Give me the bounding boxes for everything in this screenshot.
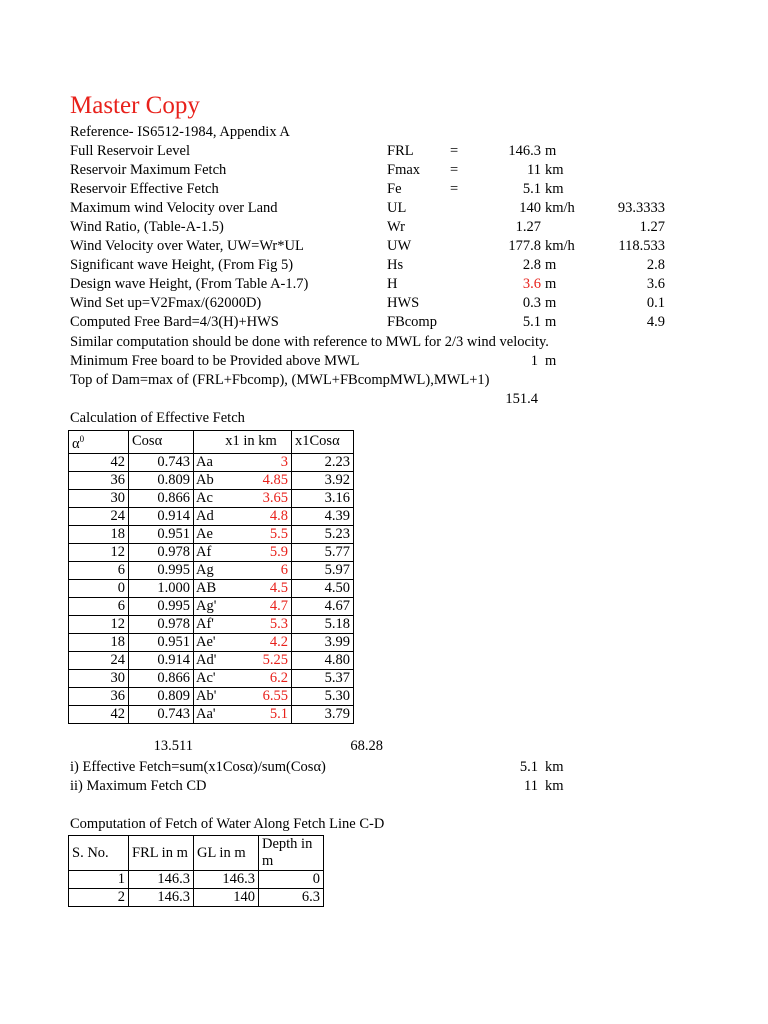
fetch-x1-value: 5.25 bbox=[262, 651, 288, 668]
fetch-x1-cell bbox=[194, 705, 292, 723]
fetch-cos-cell: 0.743 bbox=[129, 705, 194, 723]
fetch-line-name: Ac' bbox=[196, 669, 216, 686]
fetch-x1-cell bbox=[194, 597, 292, 615]
fetch-angle-cell: 24 bbox=[69, 507, 129, 525]
param-value: 1.27 bbox=[515, 219, 541, 235]
fetch-cos-cell: 0.995 bbox=[129, 597, 194, 615]
param-label: Full Reservoir Level bbox=[70, 143, 191, 159]
fetch-x1-value: 5.5 bbox=[269, 525, 288, 542]
param-unit: m bbox=[545, 276, 557, 292]
param-unit: m bbox=[545, 314, 557, 330]
param-symbol: UL bbox=[387, 200, 407, 216]
fetch-line-name: Ad' bbox=[196, 651, 217, 668]
fetch-angle-cell: 6 bbox=[69, 597, 129, 615]
fetch-angle-cell: 30 bbox=[69, 489, 129, 507]
fetch-row bbox=[69, 489, 354, 507]
fetch-x1cos-cell: 4.80 bbox=[292, 651, 354, 669]
fetch-x1-value: 3 bbox=[280, 453, 288, 470]
fetch-angle-cell: 6 bbox=[69, 561, 129, 579]
param-value: 146.3 bbox=[508, 143, 541, 159]
fetch-x1cos-cell: 3.99 bbox=[292, 633, 354, 651]
fetch-cos-cell: 0.978 bbox=[129, 615, 194, 633]
fetch-x1-cell bbox=[194, 453, 292, 471]
fetch-line-name: Ac bbox=[196, 489, 213, 506]
param-label: Design wave Height, (From Table A-1.7) bbox=[70, 276, 309, 292]
fetch-angle-cell: 36 bbox=[69, 471, 129, 489]
fetch-cos-cell: 1.000 bbox=[129, 579, 194, 597]
fetch-x1cos-cell: 5.18 bbox=[292, 615, 354, 633]
fetch-row bbox=[69, 651, 354, 669]
sum-x1cos-value: 68.28 bbox=[350, 738, 383, 754]
fetch-x1cos-cell: 3.92 bbox=[292, 471, 354, 489]
fetch-x1-cell bbox=[194, 489, 292, 507]
fetch-cos-cell: 0.951 bbox=[129, 525, 194, 543]
fetch-angle-cell: 12 bbox=[69, 615, 129, 633]
fetch-x1cos-cell: 5.23 bbox=[292, 525, 354, 543]
fetch-row bbox=[69, 633, 354, 651]
fetch-row bbox=[69, 687, 354, 705]
fetch-row bbox=[69, 579, 354, 597]
fetch-row bbox=[69, 615, 354, 633]
fetch-table-caption: Calculation of Effective Fetch bbox=[70, 410, 245, 426]
fetch-x1-cell bbox=[194, 525, 292, 543]
cos-header: Cosα bbox=[129, 431, 194, 454]
fetch-x1cos-cell: 3.79 bbox=[292, 705, 354, 723]
fetch-line-name: Ag bbox=[196, 561, 214, 578]
fetch-angle-cell: 18 bbox=[69, 525, 129, 543]
param-extra-value: 93.3333 bbox=[617, 200, 665, 216]
max-fetch-cd-label: ii) Maximum Fetch CD bbox=[70, 778, 207, 794]
fetch-x1cos-cell: 5.97 bbox=[292, 561, 354, 579]
param-unit: km/h bbox=[545, 238, 575, 254]
param-unit: m bbox=[545, 143, 557, 159]
depth-cell: 0 bbox=[259, 871, 324, 889]
fetch-cos-cell: 0.743 bbox=[129, 453, 194, 471]
effective-fetch-value: 5.1 bbox=[519, 759, 538, 775]
fetch-x1cos-cell: 2.23 bbox=[292, 453, 354, 471]
top-of-dam-value: 151.4 bbox=[505, 391, 538, 407]
fetch-line-name: Ae bbox=[196, 525, 213, 542]
effective-fetch-table bbox=[68, 430, 354, 724]
fetch-angle-cell: 42 bbox=[69, 453, 129, 471]
fetch-line-name: Af' bbox=[196, 615, 214, 632]
fetch-x1-value: 4.5 bbox=[269, 579, 288, 596]
fetch-line-name: AB bbox=[196, 579, 217, 596]
fetch-x1-value: 4.85 bbox=[262, 471, 288, 488]
sum-cos-value: 13.511 bbox=[153, 738, 193, 754]
fetch-row bbox=[69, 453, 354, 471]
reference-text: Reference- IS6512-1984, Appendix A bbox=[70, 124, 290, 140]
depth-header-cell: FRL in m bbox=[129, 836, 194, 871]
param-symbol: Wr bbox=[387, 219, 405, 235]
fetch-angle-cell: 0 bbox=[69, 579, 129, 597]
effective-fetch-label: i) Effective Fetch=sum(x1Cosα)/sum(Cosα) bbox=[70, 759, 326, 775]
depth-cell: 146.3 bbox=[129, 889, 194, 907]
param-value: 11 bbox=[527, 162, 541, 178]
fetch-x1-value: 6.55 bbox=[262, 687, 288, 704]
fetch-row bbox=[69, 705, 354, 723]
param-extra-value: 4.9 bbox=[646, 314, 665, 330]
param-symbol: UW bbox=[387, 238, 412, 254]
fetch-angle-cell: 12 bbox=[69, 543, 129, 561]
param-symbol: HWS bbox=[387, 295, 420, 311]
fetch-x1-cell bbox=[194, 471, 292, 489]
fetch-cos-cell: 0.914 bbox=[129, 507, 194, 525]
param-label: Maximum wind Velocity over Land bbox=[70, 200, 278, 216]
alpha-header bbox=[69, 431, 129, 454]
fetch-x1-value: 3.65 bbox=[262, 489, 288, 506]
fetch-x1-cell bbox=[194, 651, 292, 669]
param-value: 3.6 bbox=[522, 276, 541, 292]
fetch-x1cos-cell: 4.50 bbox=[292, 579, 354, 597]
fetch-cos-cell: 0.978 bbox=[129, 543, 194, 561]
fetch-cos-cell: 0.866 bbox=[129, 669, 194, 687]
similar-note: Similar computation should be done with reference to MWL for 2/3 wind velocity. bbox=[70, 334, 549, 350]
fetch-line-name: Ab' bbox=[196, 687, 217, 704]
depth-row bbox=[69, 889, 324, 907]
min-freeboard-unit: m bbox=[545, 353, 557, 369]
fetch-row bbox=[69, 525, 354, 543]
param-extra-value: 0.1 bbox=[646, 295, 665, 311]
param-label: Wind Velocity over Water, UW=Wr*UL bbox=[70, 238, 304, 254]
param-label: Reservoir Effective Fetch bbox=[70, 181, 219, 197]
depth-header-cell: S. No. bbox=[69, 836, 129, 871]
fetch-angle-cell: 36 bbox=[69, 687, 129, 705]
top-of-dam-label: Top of Dam=max of (FRL+Fbcomp), (MWL+FBcompMWL),MWL+1) bbox=[70, 372, 490, 388]
fetch-row bbox=[69, 669, 354, 687]
fetch-x1-value: 5.9 bbox=[269, 543, 288, 560]
fetch-cos-cell: 0.809 bbox=[129, 471, 194, 489]
fetch-x1-cell bbox=[194, 579, 292, 597]
depth-header-row bbox=[69, 836, 324, 871]
min-freeboard-label: Minimum Free board to be Provided above MWL bbox=[70, 353, 360, 369]
depth-cell: 140 bbox=[194, 889, 259, 907]
fetch-line-name: Aa' bbox=[196, 705, 216, 722]
fetch-row bbox=[69, 543, 354, 561]
fetch-line-name: Af bbox=[196, 543, 212, 560]
fetch-line-name: Ab bbox=[196, 471, 214, 488]
param-label: Computed Free Bard=4/3(H)+HWS bbox=[70, 314, 279, 330]
param-equals: = bbox=[450, 162, 459, 178]
fetch-x1cos-cell: 4.39 bbox=[292, 507, 354, 525]
param-value: 0.3 bbox=[522, 295, 541, 311]
fetch-cos-cell: 0.809 bbox=[129, 687, 194, 705]
param-extra-value: 118.533 bbox=[618, 238, 665, 254]
param-symbol: FRL bbox=[387, 143, 414, 159]
fetch-x1-value: 6.2 bbox=[269, 669, 288, 686]
param-extra-value: 3.6 bbox=[646, 276, 665, 292]
fetch-angle-cell: 18 bbox=[69, 633, 129, 651]
param-label: Wind Set up=V2Fmax/(62000D) bbox=[70, 295, 262, 311]
fetch-x1-cell bbox=[194, 543, 292, 561]
fetch-depth-table bbox=[68, 835, 324, 907]
param-symbol: H bbox=[387, 276, 398, 292]
fetch-cos-cell: 0.951 bbox=[129, 633, 194, 651]
depth-header-cell: Depth in m bbox=[259, 836, 324, 871]
max-fetch-cd-value: 11 bbox=[524, 778, 538, 794]
param-label: Significant wave Height, (From Fig 5) bbox=[70, 257, 294, 273]
fetch-x1-value: 4.7 bbox=[269, 597, 288, 614]
param-value: 2.8 bbox=[522, 257, 541, 273]
depth-table-caption: Computation of Fetch of Water Along Fetch Line C-D bbox=[70, 816, 385, 832]
param-extra-value: 2.8 bbox=[646, 257, 665, 273]
param-value: 177.8 bbox=[508, 238, 541, 254]
param-value: 5.1 bbox=[522, 314, 541, 330]
fetch-x1-cell bbox=[194, 561, 292, 579]
param-unit: km bbox=[545, 181, 564, 197]
fetch-cos-cell: 0.995 bbox=[129, 561, 194, 579]
fetch-x1-value: 4.2 bbox=[269, 633, 288, 650]
fetch-cos-cell: 0.866 bbox=[129, 489, 194, 507]
param-extra-value: 1.27 bbox=[639, 219, 665, 235]
param-symbol: FBcomp bbox=[387, 314, 437, 330]
depth-row bbox=[69, 871, 324, 889]
param-unit: m bbox=[545, 257, 557, 273]
fetch-x1-cell bbox=[194, 669, 292, 687]
max-fetch-cd-unit: km bbox=[545, 778, 564, 794]
effective-fetch-unit: km bbox=[545, 759, 564, 775]
depth-cell: 1 bbox=[69, 871, 129, 889]
fetch-angle-cell: 24 bbox=[69, 651, 129, 669]
fetch-line-name: Ae' bbox=[196, 633, 216, 650]
param-equals: = bbox=[450, 143, 459, 159]
fetch-row bbox=[69, 507, 354, 525]
min-freeboard-value: 1 bbox=[530, 353, 538, 369]
fetch-x1cos-cell: 5.77 bbox=[292, 543, 354, 561]
fetch-x1cos-cell: 5.30 bbox=[292, 687, 354, 705]
param-unit: km bbox=[545, 162, 564, 178]
depth-cell: 146.3 bbox=[194, 871, 259, 889]
fetch-row bbox=[69, 471, 354, 489]
page-title: Master Copy bbox=[70, 92, 200, 119]
param-label: Wind Ratio, (Table-A-1.5) bbox=[70, 219, 224, 235]
fetch-angle-cell: 42 bbox=[69, 705, 129, 723]
param-symbol: Fmax bbox=[387, 162, 421, 178]
depth-header-cell: GL in m bbox=[194, 836, 259, 871]
param-symbol: Fe bbox=[387, 181, 402, 197]
param-value: 5.1 bbox=[522, 181, 541, 197]
fetch-header-row bbox=[69, 431, 354, 454]
param-unit: km/h bbox=[545, 200, 575, 216]
param-equals: = bbox=[450, 181, 459, 197]
fetch-x1-cell bbox=[194, 507, 292, 525]
fetch-x1cos-cell: 3.16 bbox=[292, 489, 354, 507]
fetch-line-name: Ad bbox=[196, 507, 214, 524]
fetch-x1-cell bbox=[194, 615, 292, 633]
depth-cell: 146.3 bbox=[129, 871, 194, 889]
x1-header: x1 in km bbox=[194, 431, 292, 454]
fetch-x1-value: 5.3 bbox=[269, 615, 288, 632]
fetch-x1-cell bbox=[194, 687, 292, 705]
param-symbol: Hs bbox=[387, 257, 404, 273]
depth-cell: 2 bbox=[69, 889, 129, 907]
fetch-x1-value: 4.8 bbox=[269, 507, 288, 524]
x1cos-header: x1Cosα bbox=[292, 431, 354, 454]
fetch-x1-value: 6 bbox=[280, 561, 288, 578]
fetch-angle-cell: 30 bbox=[69, 669, 129, 687]
fetch-line-name: Aa bbox=[196, 453, 213, 470]
fetch-x1-cell bbox=[194, 633, 292, 651]
alpha-header-text: α bbox=[72, 435, 80, 452]
fetch-line-name: Ag' bbox=[196, 597, 217, 614]
param-unit: m bbox=[545, 295, 557, 311]
depth-cell: 6.3 bbox=[259, 889, 324, 907]
fetch-x1cos-cell: 4.67 bbox=[292, 597, 354, 615]
param-value: 140 bbox=[519, 200, 541, 216]
fetch-x1cos-cell: 5.37 bbox=[292, 669, 354, 687]
fetch-cos-cell: 0.914 bbox=[129, 651, 194, 669]
fetch-x1-value: 5.1 bbox=[269, 705, 288, 722]
alpha-header-sup: 0 bbox=[79, 434, 85, 444]
fetch-row bbox=[69, 597, 354, 615]
param-label: Reservoir Maximum Fetch bbox=[70, 162, 227, 178]
fetch-row bbox=[69, 561, 354, 579]
